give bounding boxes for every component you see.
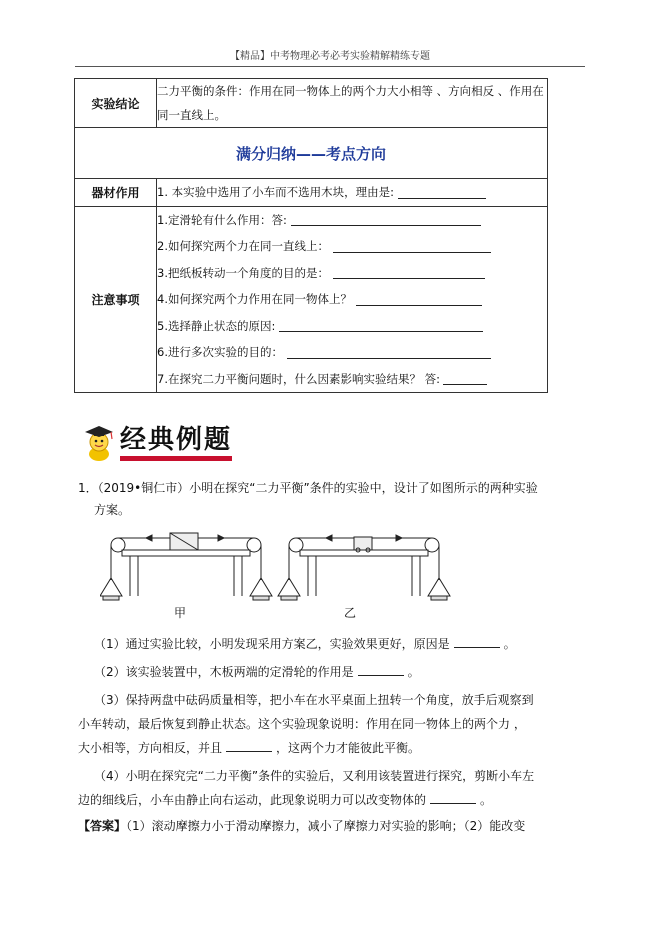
notes-label: 注意事项 — [75, 206, 157, 393]
answer-blank — [226, 739, 272, 752]
setup-jia-drawing — [100, 533, 272, 600]
example-title-text: 经典例题 — [120, 425, 232, 461]
answer-blank — [333, 266, 485, 279]
answer-blank — [430, 791, 476, 804]
equipment-cell — [157, 179, 548, 207]
question-part-1 — [78, 632, 586, 656]
note-item: 3.把纸板转动一个角度的目的是： — [157, 265, 329, 280]
part-text: 。 — [480, 793, 493, 807]
answer-label: 【答案】 — [78, 819, 127, 833]
question-stem — [78, 477, 586, 521]
question-part-4 — [78, 764, 586, 812]
question-stem-line: 1．（2019•铜仁市）小明在探究“二力平衡”条件的实验中，设计了如图所示的两种实验 — [78, 481, 538, 495]
part-text: （2）该实验装置中，木板两端的定滑轮的作用是 — [94, 665, 354, 679]
answer-blank — [398, 186, 486, 199]
conclusion-label: 实验结论 — [75, 79, 157, 128]
experiment-figure — [100, 530, 520, 610]
notes-row — [75, 206, 548, 393]
answer-blank — [287, 346, 491, 359]
figure-caption-jia: 甲 — [174, 606, 187, 620]
question-part-3 — [78, 688, 586, 760]
note-item: 6.进行多次实验的目的： — [157, 345, 283, 360]
part-text: （3）保持两盘中砝码质量相等，把小车在水平桌面上扭转一个角度，放手后观察到 — [94, 693, 534, 707]
note-item: 5.选择静止状态的原因: — [157, 318, 276, 333]
part-text: 大小相等，方向相反，并且 — [78, 741, 223, 755]
question-parts — [78, 632, 586, 812]
part-text: 。 — [407, 665, 420, 679]
equipment-text: 1. 本实验中选用了小车而不选用木块，理由是: — [157, 185, 394, 200]
note-item: 7.在探究二力平衡问题时，什么因素影响实验结果？ 答: — [157, 371, 440, 386]
figure-caption-yi: 乙 — [344, 606, 357, 620]
summary-table — [74, 78, 548, 393]
equipment-label: 器材作用 — [75, 179, 157, 207]
answer-blank — [358, 663, 404, 676]
summary-banner: 满分归纳——考点方向 — [75, 128, 548, 179]
part-text: （4）小明在探究完“二力平衡”条件的实验后，又利用该装置进行探究，剪断小车左 — [94, 769, 535, 783]
answer-blank — [291, 213, 481, 226]
note-item: 1.定滑轮有什么作用：答: — [157, 212, 287, 227]
notes-cell — [157, 206, 548, 393]
part-text: ，这两个力才能彼此平衡。 — [276, 741, 421, 755]
answer-text: （1）滚动摩擦力小于滑动摩擦力，减小了摩擦力对实验的影响；（2）能改变 — [126, 819, 526, 833]
question-stem-line: 方案。 — [94, 503, 131, 517]
banner-row — [75, 128, 548, 179]
graduate-mascot-icon — [82, 423, 116, 463]
page-header: 【精品】中考物理必考必考实验精解精练专题 — [75, 47, 585, 67]
answer-blank — [333, 240, 491, 253]
note-item: 4.如何探究两个力作用在同一物体上？ — [157, 292, 352, 307]
part-text: 。 — [503, 637, 516, 651]
answer-line — [78, 815, 586, 837]
part-text: 小车转动，最后恢复到静止状态。这个实验现象说明：作用在同一物体上的两个力 ， — [78, 717, 526, 731]
example-heading — [82, 423, 232, 463]
conclusion-text: 二力平衡的条件：作用在同一物体上的两个力大小相等 、方向相反 、作用在同一直线上。 — [157, 79, 548, 128]
answer-blank — [279, 319, 483, 332]
question-part-2 — [78, 660, 586, 684]
conclusion-row — [75, 79, 548, 128]
answer-blank — [356, 293, 482, 306]
part-text: （1）通过实验比较，小明发现采用方案乙，实验效果更好，原因是 — [94, 637, 450, 651]
answer-blank — [454, 635, 500, 648]
equipment-row — [75, 179, 548, 207]
answer-blank — [443, 372, 487, 385]
setup-yi-drawing — [278, 535, 450, 600]
part-text: 边的细线后，小车由静止向右运动，此现象说明力可以改变物体的 — [78, 793, 427, 807]
note-item: 2.如何探究两个力在同一直线上： — [157, 239, 329, 254]
